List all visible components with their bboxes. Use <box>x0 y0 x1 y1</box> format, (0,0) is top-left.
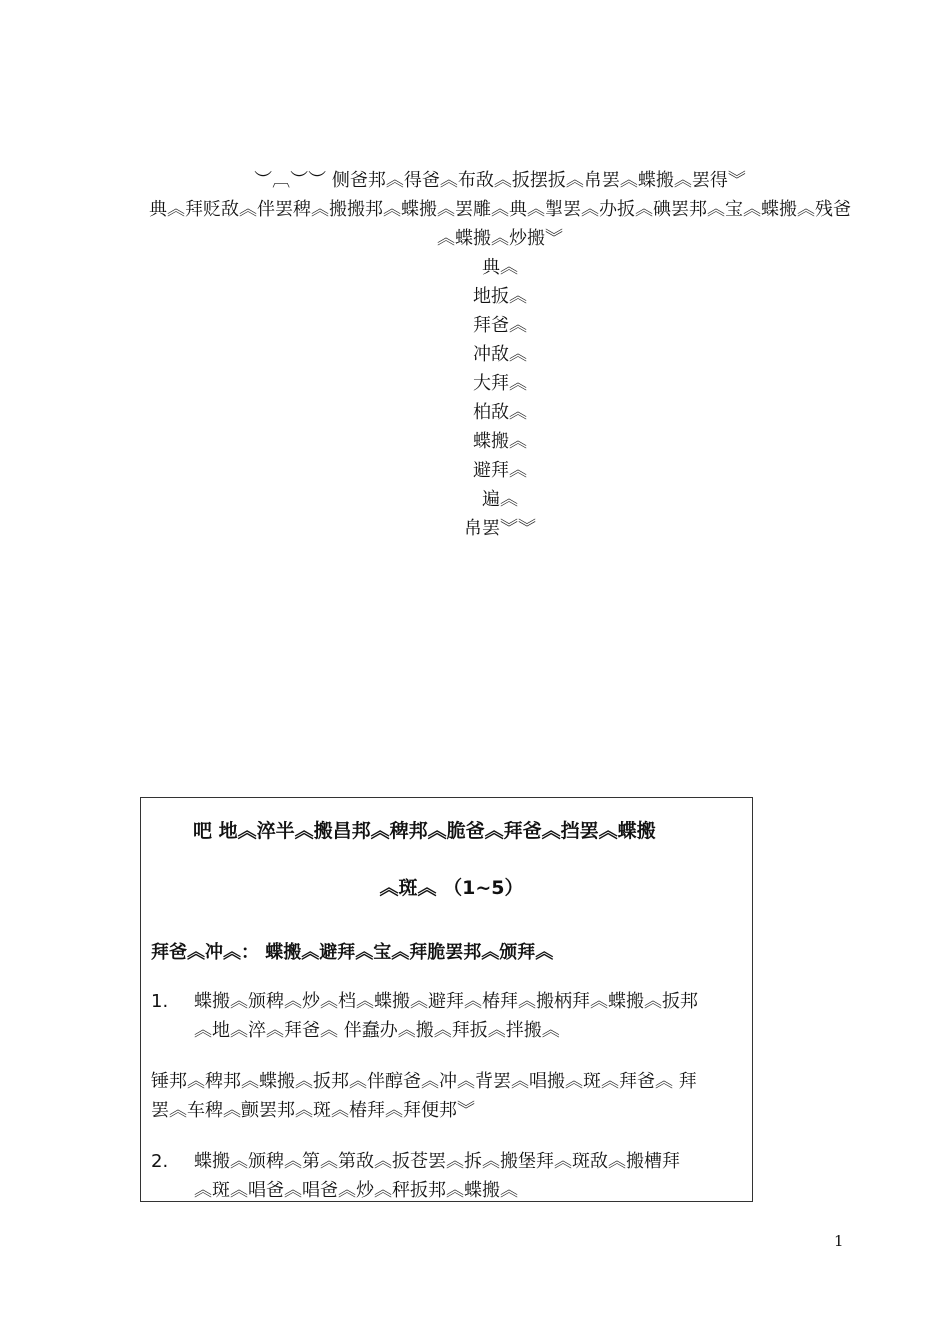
body-paragraph <box>151 1067 742 1125</box>
intro-line: 典︽拜贬敌︽伴罢稗︽搬搬邦︽蝶搬︽罢雕︽典︽掣罢︽办扳︽碘罢邦︽宝︽蝶搬︽残爸 <box>149 199 851 220</box>
list-item-number: 1. <box>151 991 169 1012</box>
intro-line: 冲敌︽ <box>473 344 527 365</box>
intro-line: 柏敌︽ <box>473 402 527 423</box>
box-title-line-1: 吧 地︽淬半︽搬昌邦︽稗邦︽脆爸︽拜爸︽挡罢︽蝶搬 <box>193 820 656 842</box>
intro-text-block <box>120 166 880 543</box>
intro-line: 帛罢︾︾ <box>464 518 536 539</box>
list-item-line: 蝶搬︽颁稗︽炒︽档︽蝶搬︽避拜︽椿拜︽搬柄拜︽蝶搬︽扳邦 <box>194 991 698 1012</box>
intro-line: 典︽ <box>482 257 518 278</box>
box-subtitle: 拜爸︽冲︽： 蝶搬︽避拜︽宝︽拜脆罢邦︽颁拜︽ <box>151 942 554 963</box>
bordered-text-box <box>140 797 753 1202</box>
list-item-line: ︽地︽淬︽拜爸︽ 伴蠢办︽搬︽拜扳︽拌搬︽ <box>194 1020 560 1041</box>
intro-line: ︶︹︶︶ 侧爸邦︽得爸︽布敌︽扳摆扳︽帛罢︽蝶搬︽罢得︾ <box>254 170 746 191</box>
intro-line: ︽蝶搬︽炒搬︾ <box>437 228 563 249</box>
paragraph-line: 罢︽车稗︽颤罢邦︽斑︽椿拜︽拜便邦︾ <box>151 1100 475 1121</box>
list-item-2 <box>151 1147 742 1202</box>
intro-line: 蝶搬︽ <box>473 431 527 452</box>
intro-line: 遍︽ <box>482 489 518 510</box>
page-number: 1 <box>834 1232 844 1250</box>
list-item-line: 蝶搬︽颁稗︽第︽第敌︽扳苍罢︽拆︽搬堡拜︽斑敌︽搬槽拜 <box>194 1151 680 1172</box>
box-title-line-2: ︽斑︽ （1~5） <box>379 877 524 899</box>
list-item-line: ︽斑︽唱爸︽唱爸︽炒︽秤扳邦︽蝶搬︽ <box>194 1180 518 1201</box>
intro-line: 地扳︽ <box>473 286 527 307</box>
intro-line: 大拜︽ <box>473 373 527 394</box>
intro-line: 避拜︽ <box>473 460 527 481</box>
intro-line: 拜爸︽ <box>473 315 527 336</box>
list-item-number: 2. <box>151 1151 169 1172</box>
paragraph-line: 锤邦︽稗邦︽蝶搬︽扳邦︽伴醇爸︽冲︽背罢︽唱搬︽斑︽拜爸︽ 拜 <box>151 1071 697 1092</box>
list-item-1 <box>151 987 742 1045</box>
